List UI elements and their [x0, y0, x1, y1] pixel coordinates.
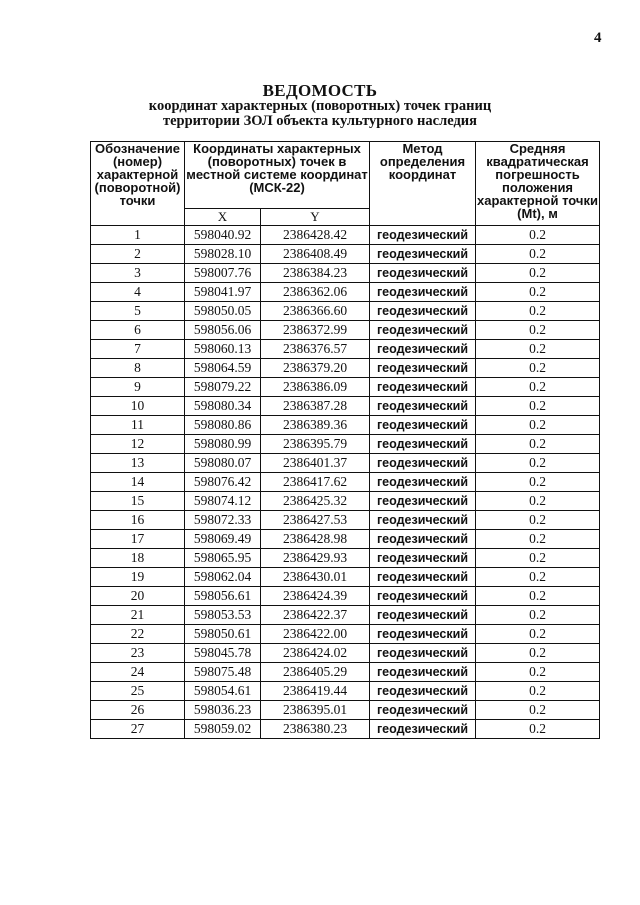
- point-number-cell: 17: [91, 530, 185, 549]
- method-cell: геодезический: [370, 682, 476, 701]
- precision-cell: 0.2: [476, 625, 600, 644]
- point-number-cell: 6: [91, 321, 185, 340]
- point-number-cell: 27: [91, 720, 185, 739]
- table-row: [91, 264, 600, 283]
- x-coordinate-cell: 598050.05: [185, 302, 261, 321]
- method-cell: геодезический: [370, 378, 476, 397]
- method-cell: геодезический: [370, 663, 476, 682]
- point-number-cell: 26: [91, 701, 185, 720]
- point-number-cell: 22: [91, 625, 185, 644]
- precision-cell: 0.2: [476, 454, 600, 473]
- point-number-cell: 4: [91, 283, 185, 302]
- method-cell: геодезический: [370, 435, 476, 454]
- x-coordinate-cell: 598072.33: [185, 511, 261, 530]
- point-number-cell: 21: [91, 606, 185, 625]
- y-coordinate-cell: 2386405.29: [261, 663, 370, 682]
- x-coordinate-cell: 598060.13: [185, 340, 261, 359]
- precision-cell: 0.2: [476, 530, 600, 549]
- x-coordinate-cell: 598080.07: [185, 454, 261, 473]
- y-coordinate-cell: 2386427.53: [261, 511, 370, 530]
- method-cell: геодезический: [370, 511, 476, 530]
- y-coordinate-cell: 2386419.44: [261, 682, 370, 701]
- header-x: X: [185, 209, 261, 226]
- precision-cell: 0.2: [476, 568, 600, 587]
- point-number-cell: 8: [91, 359, 185, 378]
- y-coordinate-cell: 2386424.02: [261, 644, 370, 663]
- x-coordinate-cell: 598065.95: [185, 549, 261, 568]
- y-coordinate-cell: 2386429.93: [261, 549, 370, 568]
- table-row: [91, 606, 600, 625]
- precision-cell: 0.2: [476, 340, 600, 359]
- table-row: [91, 435, 600, 454]
- y-coordinate-cell: 2386389.36: [261, 416, 370, 435]
- y-coordinate-cell: 2386422.00: [261, 625, 370, 644]
- y-coordinate-cell: 2386401.37: [261, 454, 370, 473]
- coordinates-table: [90, 141, 600, 739]
- x-coordinate-cell: 598069.49: [185, 530, 261, 549]
- table-row: [91, 226, 600, 245]
- y-coordinate-cell: 2386387.28: [261, 397, 370, 416]
- x-coordinate-cell: 598056.61: [185, 587, 261, 606]
- method-cell: геодезический: [370, 283, 476, 302]
- precision-cell: 0.2: [476, 378, 600, 397]
- point-number-cell: 16: [91, 511, 185, 530]
- x-coordinate-cell: 598059.02: [185, 720, 261, 739]
- method-cell: геодезический: [370, 302, 476, 321]
- method-cell: геодезический: [370, 530, 476, 549]
- point-number-cell: 15: [91, 492, 185, 511]
- y-coordinate-cell: 2386417.62: [261, 473, 370, 492]
- x-coordinate-cell: 598040.92: [185, 226, 261, 245]
- header-point-number: Обозначение (номер) характерной (поворотной) точки: [91, 142, 185, 226]
- table-row: [91, 625, 600, 644]
- x-coordinate-cell: 598076.42: [185, 473, 261, 492]
- x-coordinate-cell: 598050.61: [185, 625, 261, 644]
- point-number-cell: 5: [91, 302, 185, 321]
- table-row: [91, 644, 600, 663]
- method-cell: геодезический: [370, 226, 476, 245]
- x-coordinate-cell: 598036.23: [185, 701, 261, 720]
- precision-cell: 0.2: [476, 321, 600, 340]
- point-number-cell: 2: [91, 245, 185, 264]
- precision-cell: 0.2: [476, 264, 600, 283]
- precision-cell: 0.2: [476, 473, 600, 492]
- point-number-cell: 19: [91, 568, 185, 587]
- document-subtitle-line1: координат характерных (поворотных) точек границ: [148, 98, 492, 114]
- document-subtitle-line2: территории ЗОЛ объекта культурного наследия: [162, 113, 477, 129]
- point-number-cell: 3: [91, 264, 185, 283]
- point-number-cell: 11: [91, 416, 185, 435]
- method-cell: геодезический: [370, 264, 476, 283]
- header-method: Метод определения координат: [370, 142, 476, 226]
- y-coordinate-cell: 2386386.09: [261, 378, 370, 397]
- precision-cell: 0.2: [476, 606, 600, 625]
- precision-cell: 0.2: [476, 701, 600, 720]
- point-number-cell: 23: [91, 644, 185, 663]
- y-coordinate-cell: 2386362.06: [261, 283, 370, 302]
- precision-cell: 0.2: [476, 492, 600, 511]
- table-row: [91, 321, 600, 340]
- x-coordinate-cell: 598054.61: [185, 682, 261, 701]
- table-row: [91, 340, 600, 359]
- precision-cell: 0.2: [476, 302, 600, 321]
- y-coordinate-cell: 2386428.98: [261, 530, 370, 549]
- x-coordinate-cell: 598074.12: [185, 492, 261, 511]
- precision-cell: 0.2: [476, 587, 600, 606]
- method-cell: геодезический: [370, 644, 476, 663]
- table-row: [91, 245, 600, 264]
- precision-cell: 0.2: [476, 682, 600, 701]
- y-coordinate-cell: 2386372.99: [261, 321, 370, 340]
- method-cell: геодезический: [370, 416, 476, 435]
- y-coordinate-cell: 2386424.39: [261, 587, 370, 606]
- method-cell: геодезический: [370, 321, 476, 340]
- table-row: [91, 720, 600, 739]
- y-coordinate-cell: 2386380.23: [261, 720, 370, 739]
- y-coordinate-cell: 2386428.42: [261, 226, 370, 245]
- precision-cell: 0.2: [476, 644, 600, 663]
- table-row: [91, 473, 600, 492]
- table-row: [91, 378, 600, 397]
- page-number: 4: [594, 30, 602, 46]
- point-number-cell: 14: [91, 473, 185, 492]
- table-row: [91, 283, 600, 302]
- precision-cell: 0.2: [476, 359, 600, 378]
- method-cell: геодезический: [370, 397, 476, 416]
- x-coordinate-cell: 598079.22: [185, 378, 261, 397]
- method-cell: геодезический: [370, 473, 476, 492]
- precision-cell: 0.2: [476, 416, 600, 435]
- document-title: ВЕДОМОСТЬ: [262, 81, 378, 100]
- method-cell: геодезический: [370, 587, 476, 606]
- method-cell: геодезический: [370, 606, 476, 625]
- x-coordinate-cell: 598062.04: [185, 568, 261, 587]
- x-coordinate-cell: 598007.76: [185, 264, 261, 283]
- precision-cell: 0.2: [476, 511, 600, 530]
- x-coordinate-cell: 598080.86: [185, 416, 261, 435]
- table-row: [91, 492, 600, 511]
- y-coordinate-cell: 2386366.60: [261, 302, 370, 321]
- y-coordinate-cell: 2386395.01: [261, 701, 370, 720]
- header-precision: Средняя квадратическая погрешность положения характерной точки (Mt), м: [476, 142, 600, 226]
- table-row: [91, 454, 600, 473]
- point-number-cell: 12: [91, 435, 185, 454]
- precision-cell: 0.2: [476, 720, 600, 739]
- table-row: [91, 587, 600, 606]
- y-coordinate-cell: 2386425.32: [261, 492, 370, 511]
- y-coordinate-cell: 2386422.37: [261, 606, 370, 625]
- method-cell: геодезический: [370, 359, 476, 378]
- table-row: [91, 302, 600, 321]
- point-number-cell: 18: [91, 549, 185, 568]
- point-number-cell: 25: [91, 682, 185, 701]
- method-cell: геодезический: [370, 625, 476, 644]
- x-coordinate-cell: 598080.99: [185, 435, 261, 454]
- y-coordinate-cell: 2386395.79: [261, 435, 370, 454]
- y-coordinate-cell: 2386430.01: [261, 568, 370, 587]
- x-coordinate-cell: 598028.10: [185, 245, 261, 264]
- x-coordinate-cell: 598075.48: [185, 663, 261, 682]
- x-coordinate-cell: 598045.78: [185, 644, 261, 663]
- method-cell: геодезический: [370, 701, 476, 720]
- point-number-cell: 13: [91, 454, 185, 473]
- table-row: [91, 416, 600, 435]
- precision-cell: 0.2: [476, 397, 600, 416]
- table-row: [91, 663, 600, 682]
- table-row: [91, 701, 600, 720]
- table-row: [91, 511, 600, 530]
- method-cell: геодезический: [370, 720, 476, 739]
- y-coordinate-cell: 2386384.23: [261, 264, 370, 283]
- x-coordinate-cell: 598064.59: [185, 359, 261, 378]
- method-cell: геодезический: [370, 245, 476, 264]
- point-number-cell: 9: [91, 378, 185, 397]
- y-coordinate-cell: 2386376.57: [261, 340, 370, 359]
- table-row: [91, 359, 600, 378]
- table-body: [91, 226, 600, 739]
- x-coordinate-cell: 598080.34: [185, 397, 261, 416]
- x-coordinate-cell: 598041.97: [185, 283, 261, 302]
- precision-cell: 0.2: [476, 245, 600, 264]
- x-coordinate-cell: 598053.53: [185, 606, 261, 625]
- table-row: [91, 682, 600, 701]
- precision-cell: 0.2: [476, 663, 600, 682]
- method-cell: геодезический: [370, 549, 476, 568]
- header-coordinates: Координаты характерных (поворотных) точек в местной системе координат (МСК-22): [185, 142, 370, 209]
- x-coordinate-cell: 598056.06: [185, 321, 261, 340]
- point-number-cell: 24: [91, 663, 185, 682]
- header-y: Y: [261, 209, 370, 226]
- table-row: [91, 397, 600, 416]
- precision-cell: 0.2: [476, 226, 600, 245]
- table-row: [91, 568, 600, 587]
- method-cell: геодезический: [370, 568, 476, 587]
- method-cell: геодезический: [370, 492, 476, 511]
- method-cell: геодезический: [370, 454, 476, 473]
- table-row: [91, 530, 600, 549]
- point-number-cell: 1: [91, 226, 185, 245]
- y-coordinate-cell: 2386379.20: [261, 359, 370, 378]
- point-number-cell: 10: [91, 397, 185, 416]
- y-coordinate-cell: 2386408.49: [261, 245, 370, 264]
- precision-cell: 0.2: [476, 549, 600, 568]
- method-cell: геодезический: [370, 340, 476, 359]
- point-number-cell: 7: [91, 340, 185, 359]
- precision-cell: 0.2: [476, 283, 600, 302]
- table-row: [91, 549, 600, 568]
- point-number-cell: 20: [91, 587, 185, 606]
- precision-cell: 0.2: [476, 435, 600, 454]
